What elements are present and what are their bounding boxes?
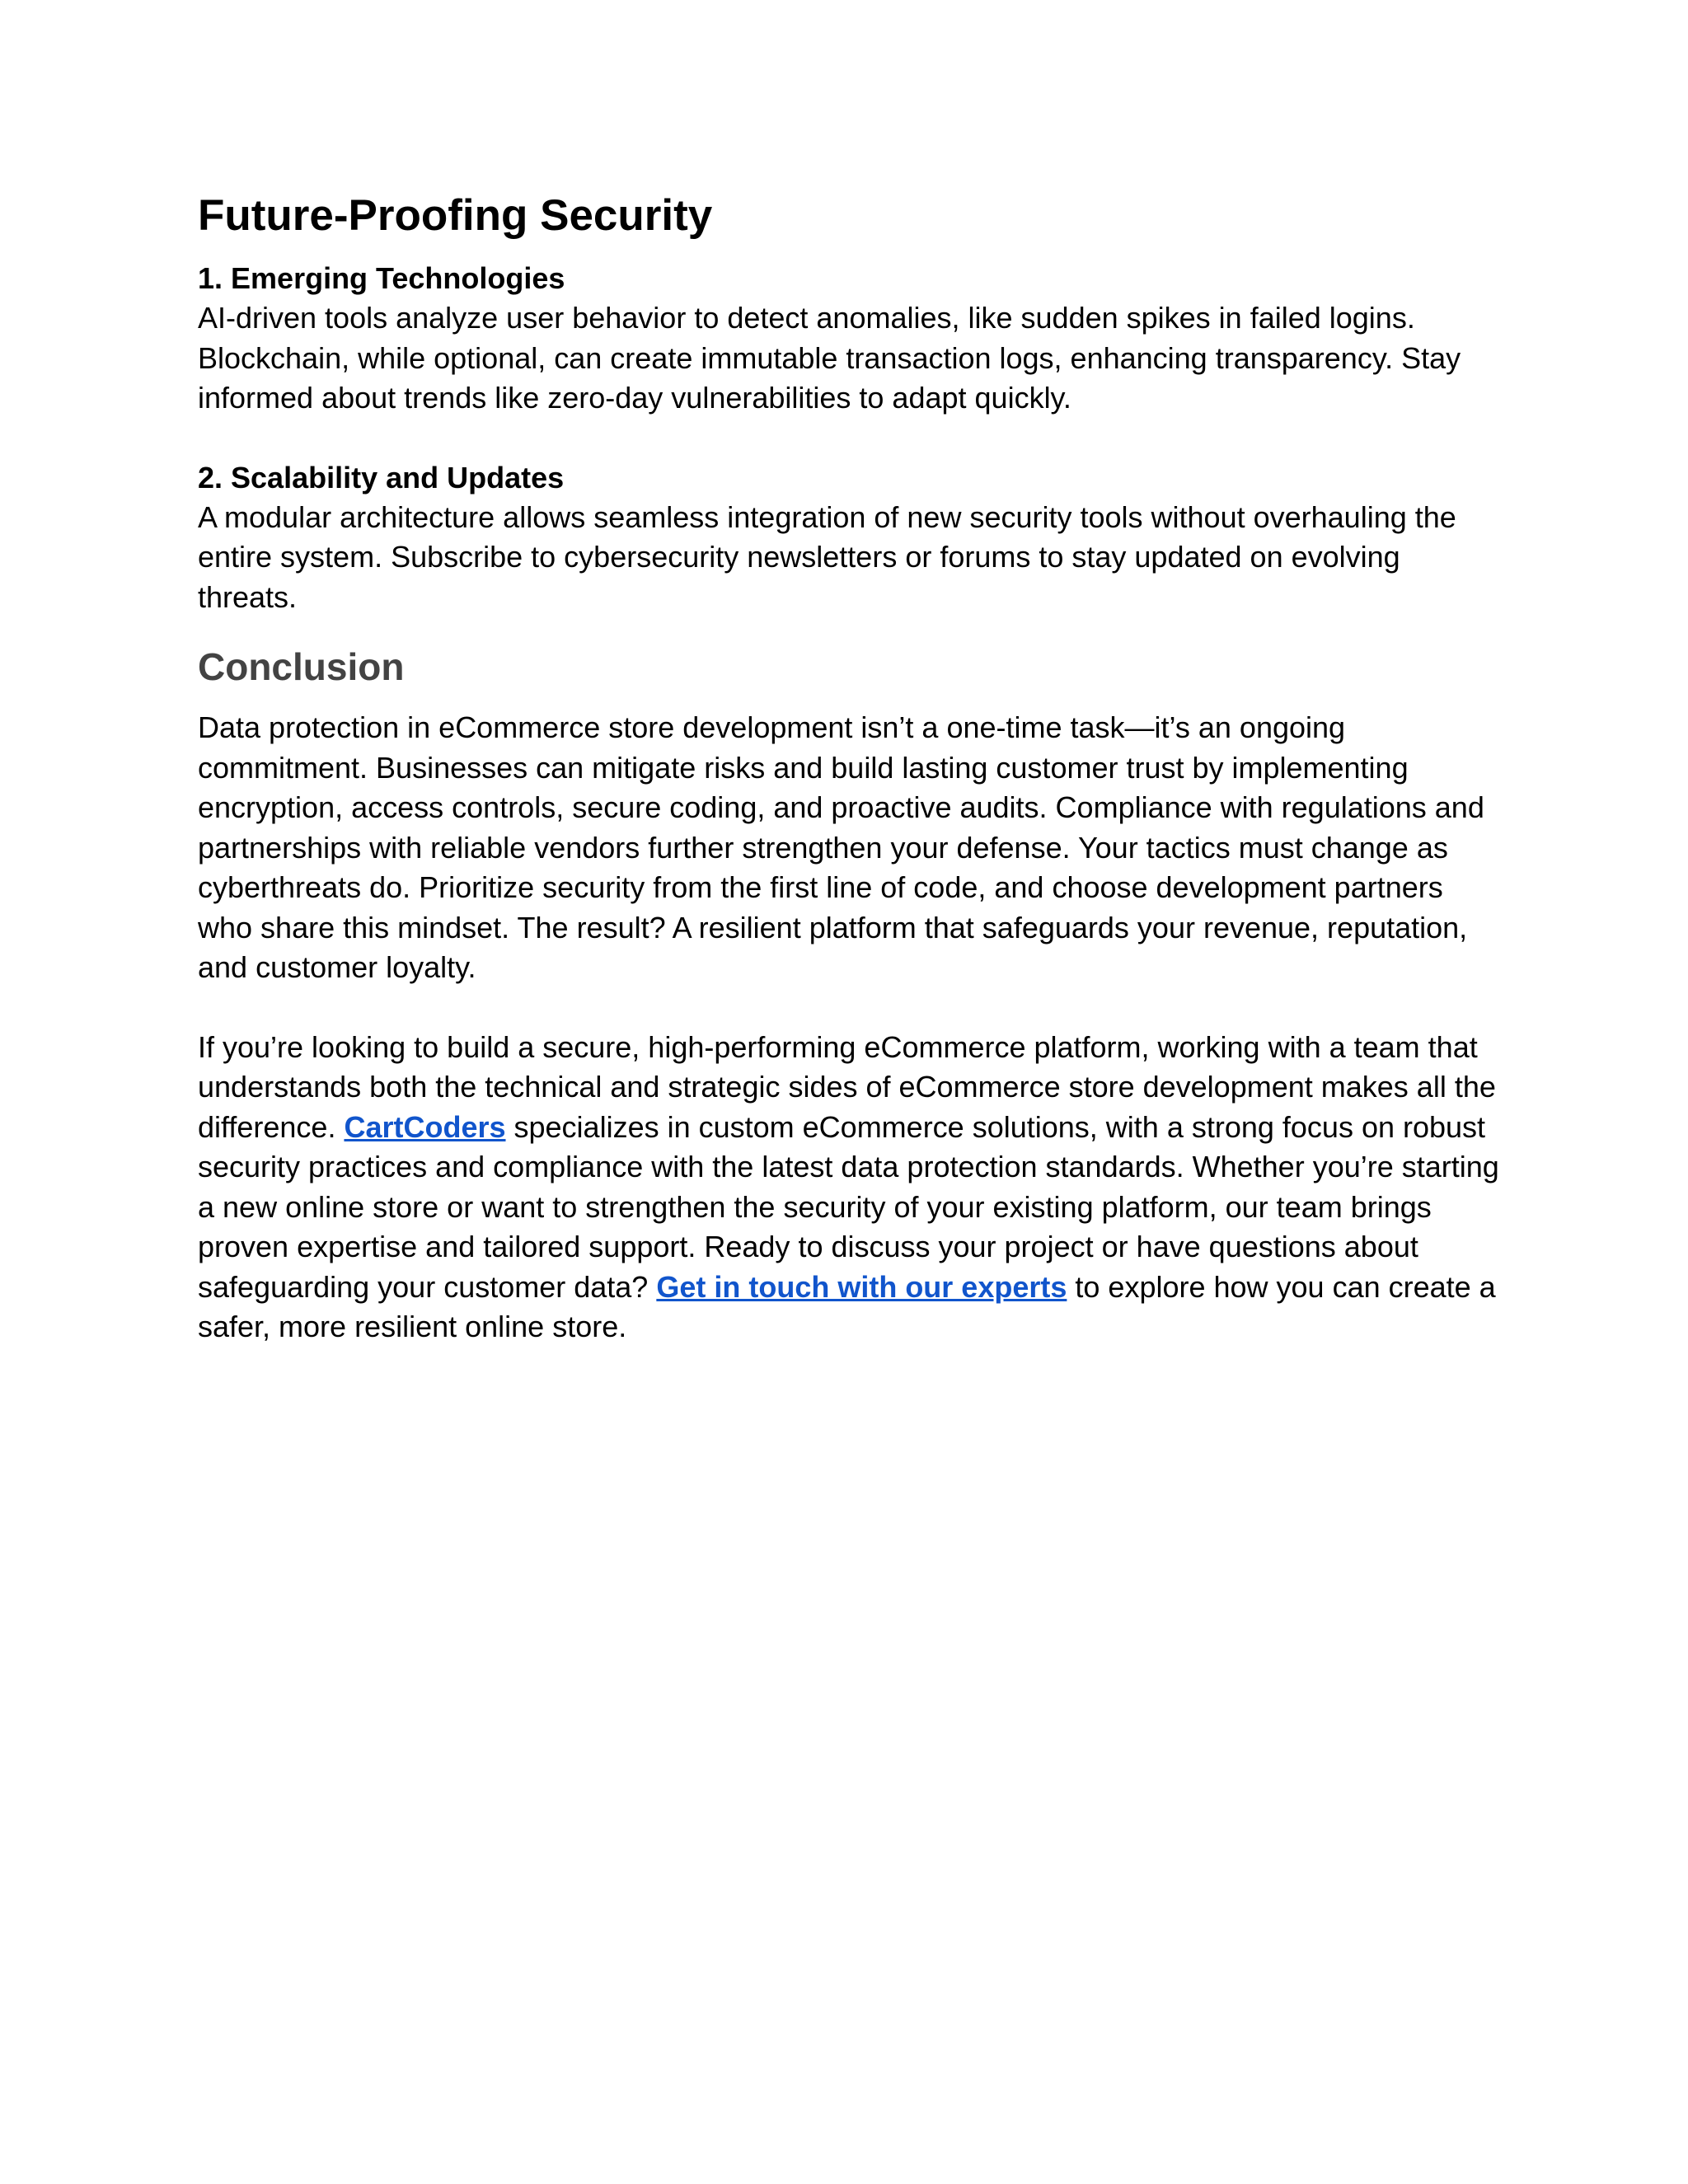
scalability-updates-body: A modular architecture allows seamless integration of new security tools without overhauling the entire system. Subscribe to cybersecurity newsletters or forums to stay updated on evolving threats.	[198, 499, 1456, 614]
paragraph-text: If you’re looking to build a secure, high-performing eCommerce platform, working with a team that understands both the technical and strategic sides of eCommerce store development makes all the difference.	[198, 1029, 1496, 1144]
conclusion-paragraph-2	[198, 1028, 1500, 1347]
page-title: Future-Proofing Security	[198, 191, 713, 240]
emerging-technologies-heading: 1. Emerging Technologies	[198, 261, 565, 295]
conclusion-heading: Conclusion	[198, 645, 405, 688]
conclusion-paragraph-1: Data protection in eCommerce store development isn’t a one-time task—it’s an ongoing commitment. Businesses can mitigate risks and build lasting customer trust by implementing encryption, access controls, secure coding, and proactive audits. Compliance with regulations and partnerships with reliable vendors further strengthen your defense. Your tactics must change as cyberthreats do. Prioritize security from the first line of code, and choose development partners who share this mindset. The result? A resilient platform that safeguards your revenue, reputation, and customer loyalty.	[198, 710, 1484, 984]
cartcoders-link[interactable]: CartCoders	[344, 1109, 506, 1144]
spacer	[198, 988, 1500, 1028]
scalability-updates-heading: 2. Scalability and Updates	[198, 460, 565, 494]
contact-experts-link[interactable]: Get in touch with our experts	[656, 1269, 1067, 1304]
spacer	[198, 419, 1500, 458]
paragraph-text: specializes in custom eCommerce solutions, with a strong focus on robust security practices and compliance with the latest data protection standards. Whether you’re starting a new online store or want to strengthen the security of your existing platform, our team brings proven expertise and tailored support. Ready to discuss your project or have questions about safeguarding your customer data?	[198, 1109, 1499, 1304]
emerging-technologies-body: AI-driven tools analyze user behavior to detect anomalies, like sudden spikes in failed logins. Blockchain, while optional, can create immutable transaction logs, enhancing transparency. Stay informed about trends like zero-day vulnerabilities to adapt quickly.	[198, 301, 1461, 415]
document-page	[198, 190, 1500, 1347]
paragraph-text: to explore how you can create a safer, more resilient online store.	[198, 1269, 1496, 1343]
